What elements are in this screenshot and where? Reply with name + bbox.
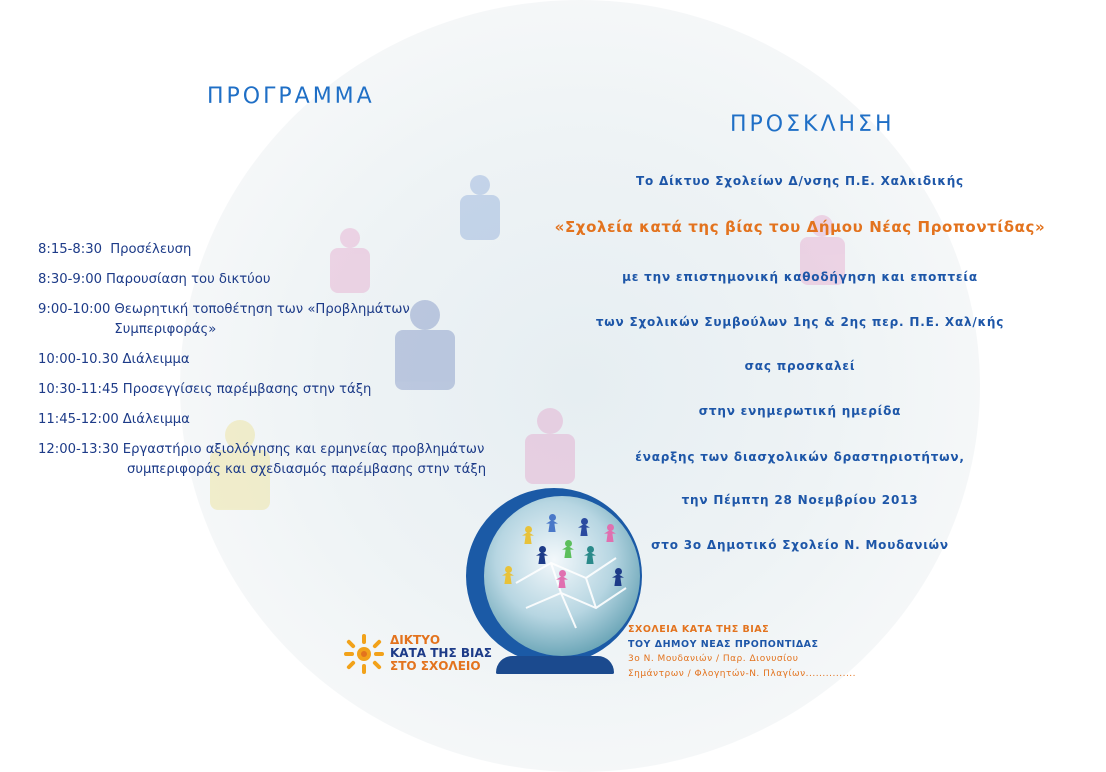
schedule-desc: Προσέλευση (106, 242, 192, 257)
schedule-desc: Διάλειμμα (122, 412, 190, 427)
schedule-row (38, 350, 538, 370)
network-logo-line2: ΚΑΤΑ ΤΗΣ ΒΙΑΣ (390, 646, 492, 660)
invitation-line: σας προσκαλεί (744, 359, 856, 373)
schools-logo-line1: ΣΧΟΛΕΙΑ ΚΑΤΑ ΤΗΣ ΒΙΑΣ (628, 624, 770, 635)
invitation-venue: στο 3ο Δημοτικό Σχολείο Ν. Μουδανιών (651, 538, 949, 552)
invitation-date: την Πέμπτη 28 Νοεμβρίου 2013 (681, 493, 919, 507)
network-logo-line3: ΣΤΟ ΣΧΟΛΕΙΟ (390, 659, 481, 673)
schools-logo-line3: 3ο Ν. Μουδανιών / Παρ. Διονυσίου (628, 654, 799, 664)
invitation-network-name: «Σχολεία κατά της βίας του Δήμου Νέας Προποντίδας» (554, 218, 1046, 236)
invitation-title: ΠΡΟΣΚΛΗΣΗ (730, 112, 895, 137)
invitation-line: Το Δίκτυο Σχολείων Δ/νσης Π.Ε. Χαλκιδικής (636, 174, 964, 188)
schedule-time: 8:15-8:30 (38, 242, 102, 257)
schedule-time: 8:30-9:00 (38, 272, 102, 287)
schedule-row (38, 440, 538, 480)
schools-logo-text (628, 622, 856, 682)
schedule-row (38, 270, 538, 290)
program-title: ΠΡΟΓΡΑΜΜΑ (207, 84, 375, 109)
schools-globe-logo (466, 488, 646, 678)
schedule-row (38, 380, 538, 400)
invitation-line: στην ενημερωτική ημερίδα (698, 404, 902, 418)
schedule-desc: Θεωρητική τοποθέτηση των «Προβλημάτων Συμπεριφοράς» (114, 302, 410, 337)
invitation-line: με την επιστημονική καθοδήγηση και εποπτεία (622, 270, 978, 284)
schedule-row (38, 300, 538, 340)
schools-logo-line2: ΤΟΥ ΔΗΜΟΥ ΝΕΑΣ ΠΡΟΠΟΝΤΙΔΑΣ (628, 639, 819, 650)
schedule-time: 9:00-10:00 (38, 302, 111, 317)
schedule-desc: Παρουσίαση του δικτύου (106, 272, 271, 287)
schedule-desc: Εργαστήριο αξιολόγησης και ερμηνείας προβλημάτων συμπεριφοράς και σχεδιασμός παρέμβασης στην τάξη (122, 442, 487, 477)
schedule-time: 11:45-12:00 (38, 412, 119, 427)
sun-people-icon (342, 632, 386, 676)
schedule-row (38, 410, 538, 430)
bg-figure-icon (455, 175, 505, 245)
schedule-desc: Προσεγγίσεις παρέμβασης στην τάξη (122, 382, 372, 397)
schedule-row (38, 240, 538, 260)
network-logo-line1: ΔΙΚΤΥΟ (390, 633, 441, 647)
schools-logo-line4: Σημάντρων / Φλογητών-Ν. Πλαγίων............... (628, 669, 857, 679)
schedule-time: 10:30-11:45 (38, 382, 119, 397)
invitation-line: έναρξης των διασχολικών δραστηριοτήτων, (635, 450, 965, 464)
program-schedule (38, 240, 538, 490)
schedule-desc: Διάλειμμα (122, 352, 190, 367)
schedule-time: 12:00-13:30 (38, 442, 119, 457)
invitation-line: των Σχολικών Συμβούλων 1ης & 2ης περ. Π.Ε. Χαλ/κής (595, 315, 1005, 329)
schedule-time: 10:00-10.30 (38, 352, 119, 367)
network-logo (342, 628, 492, 680)
